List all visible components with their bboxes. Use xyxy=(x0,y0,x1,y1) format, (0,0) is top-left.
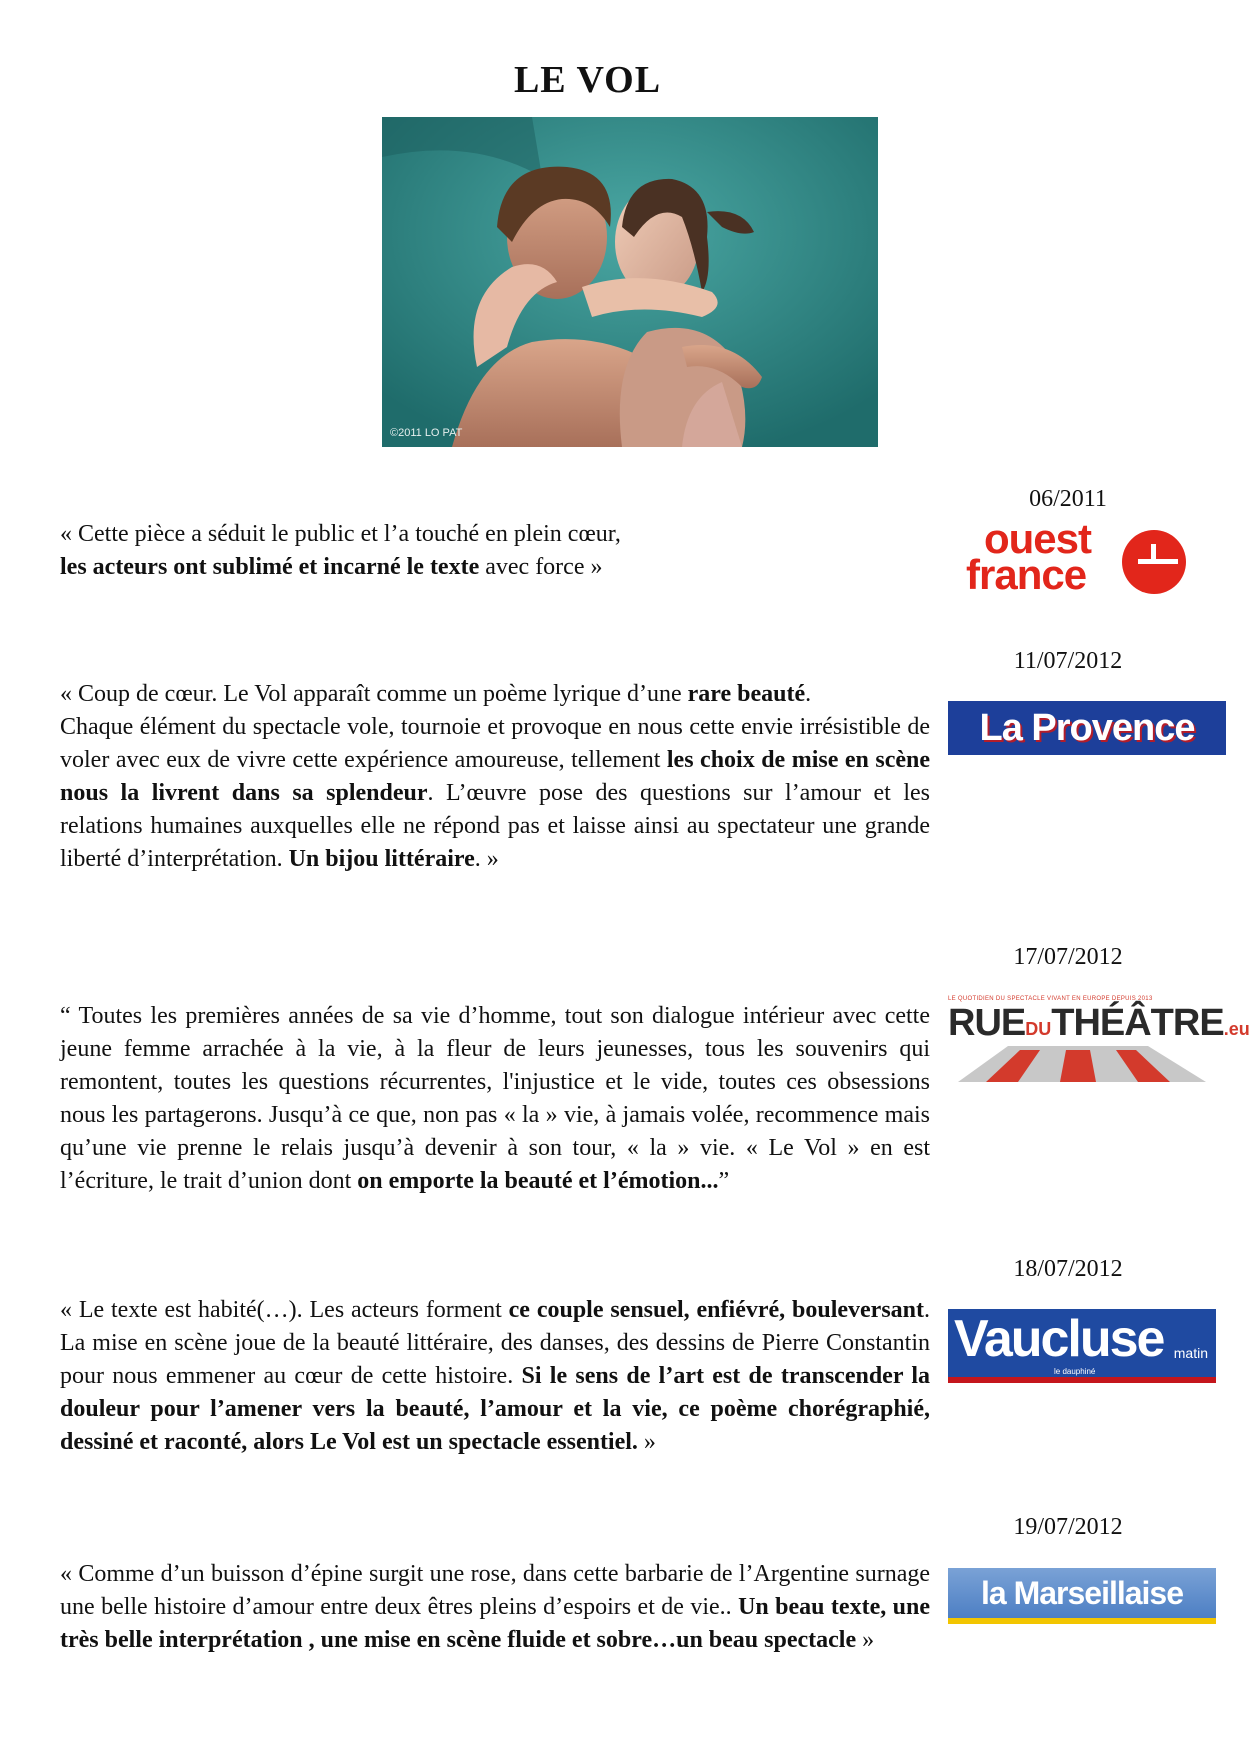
quote-highlight: les acteurs ont sublimé et incarné le texte xyxy=(60,554,480,580)
review-date: 06/2011 xyxy=(1029,486,1107,512)
couple-photo-illustration xyxy=(382,117,878,447)
page-title: LE VOL xyxy=(513,59,662,101)
review-date: 17/07/2012 xyxy=(1013,944,1123,970)
photo-credit: ©2011 LO PAT xyxy=(390,427,463,439)
ouest-france-logo-line1: ouest xyxy=(984,515,1092,562)
quote-text: « Coup de cœur. Le Vol apparaît comme un poème lyrique d’une xyxy=(60,681,688,707)
quote-highlight: Un beau texte, une très belle interprétation , une mise en scène fluide et sobre…un beau spectacle xyxy=(60,1594,930,1653)
road-stripes-icon xyxy=(948,1046,1216,1082)
review-quote xyxy=(60,1558,930,1657)
quote-text: . » xyxy=(474,846,499,872)
la-marseillaise-logo xyxy=(948,1568,1216,1624)
quote-text: . La mise en scène joue de la beauté littéraire, des danses, des dessins de Pierre Constantin pour nous emmener au cœur de cette histoire. xyxy=(60,1297,931,1389)
quote-text: . L’œuvre pose des questions sur l’amour et les relations humaines auxquelles elle ne répond pas et laisse ainsi au spectateur une grande liberté d’interprétation. xyxy=(60,780,930,872)
quote-highlight: ce couple sensuel, enfiévré, bouleversant xyxy=(508,1297,925,1323)
review-quote xyxy=(60,518,930,584)
vaucluse-logo-text: Vaucluse xyxy=(954,1310,1164,1368)
review-date: 11/07/2012 xyxy=(1013,648,1123,674)
quote-highlight: Un bijou littéraire xyxy=(288,846,475,872)
review-quote xyxy=(60,678,930,876)
ouest-france-logo-line2: france xyxy=(966,551,1087,598)
ouest-france-logo xyxy=(966,515,1196,598)
rue-du-theatre-logo-text: RUEDUTHÉÂTRE.eu xyxy=(948,1002,1250,1044)
review-date: 19/07/2012 xyxy=(1013,1514,1123,1540)
vaucluse-matin-logo xyxy=(948,1309,1216,1383)
quote-highlight: Si le sens de l’art est de transcender la douleur pour l’amener vers la beauté, l’amour et la vie, ce poème chorégraphié, dessiné et raconté, alors Le Vol est un spectacle essentiel. xyxy=(60,1363,930,1455)
quote-text: « Cette pièce a séduit le public et l’a touché en plein cœur, xyxy=(60,521,621,547)
quote-text: « Comme d’un buisson d’épine surgit une rose, dans cette barbarie de l’Argentine surnage une belle histoire d’amour entre deux êtres pleins d’espoirs et de vie.. xyxy=(60,1561,930,1620)
quote-text: Chaque élément du spectacle vole, tournoie et provoque en nous cette envie irrésistible de voler avec eux de vivre cette expérience amoureuse, tellement xyxy=(60,714,930,773)
rue-du-theatre-tagline: LE QUOTIDIEN DU SPECTACLE VIVANT EN EUROPE DEPUIS 2013 xyxy=(948,996,1153,1002)
quote-text: » xyxy=(856,1627,875,1653)
quote-highlight: on emporte la beauté et l’émotion... xyxy=(357,1168,719,1194)
rue-du-theatre-logo xyxy=(948,996,1250,1082)
quote-text: « Le texte est habité(…). Les acteurs forment xyxy=(60,1297,509,1323)
la-provence-logo xyxy=(948,701,1226,755)
ouest-france-emblem-icon xyxy=(1122,530,1186,594)
vaucluse-logo-matin: matin xyxy=(1173,1345,1208,1361)
quote-text: “ Toutes les premières années de sa vie d’homme, tout son dialogue intérieur avec cette jeune femme arrachée à la vie, à la fleur de leurs jeunesses, tous les souvenirs qui remontent, toutes les questions récurrentes, l'injustice et le vide, toutes ces obsessions nous les partagerons. Jusqu’à ce que, non pas « la » vie, à jamais volée, recommence mais qu’une vie prenne le relais jusqu’à devenir à son tour, « la » vie. « Le Vol » en est l’écriture, le trait d’union dont xyxy=(60,1003,930,1194)
la-provence-logo-text: La Provence xyxy=(979,706,1195,749)
review-quote xyxy=(60,1294,930,1459)
quote-highlight: rare beauté xyxy=(687,681,806,707)
review-quote xyxy=(60,1000,930,1198)
quote-text: . xyxy=(805,681,812,707)
vaucluse-logo-sub: le dauphiné xyxy=(1054,1367,1096,1376)
quote-text: ” xyxy=(718,1168,730,1194)
la-marseillaise-logo-text: la Marseillaise xyxy=(980,1574,1184,1611)
quote-highlight: les choix de mise en scène nous la livrent dans sa splendeur xyxy=(60,747,931,806)
review-date: 18/07/2012 xyxy=(1013,1256,1123,1282)
quote-text: avec force » xyxy=(479,554,603,580)
quote-text: » xyxy=(637,1429,656,1455)
hero-photo xyxy=(382,117,878,447)
